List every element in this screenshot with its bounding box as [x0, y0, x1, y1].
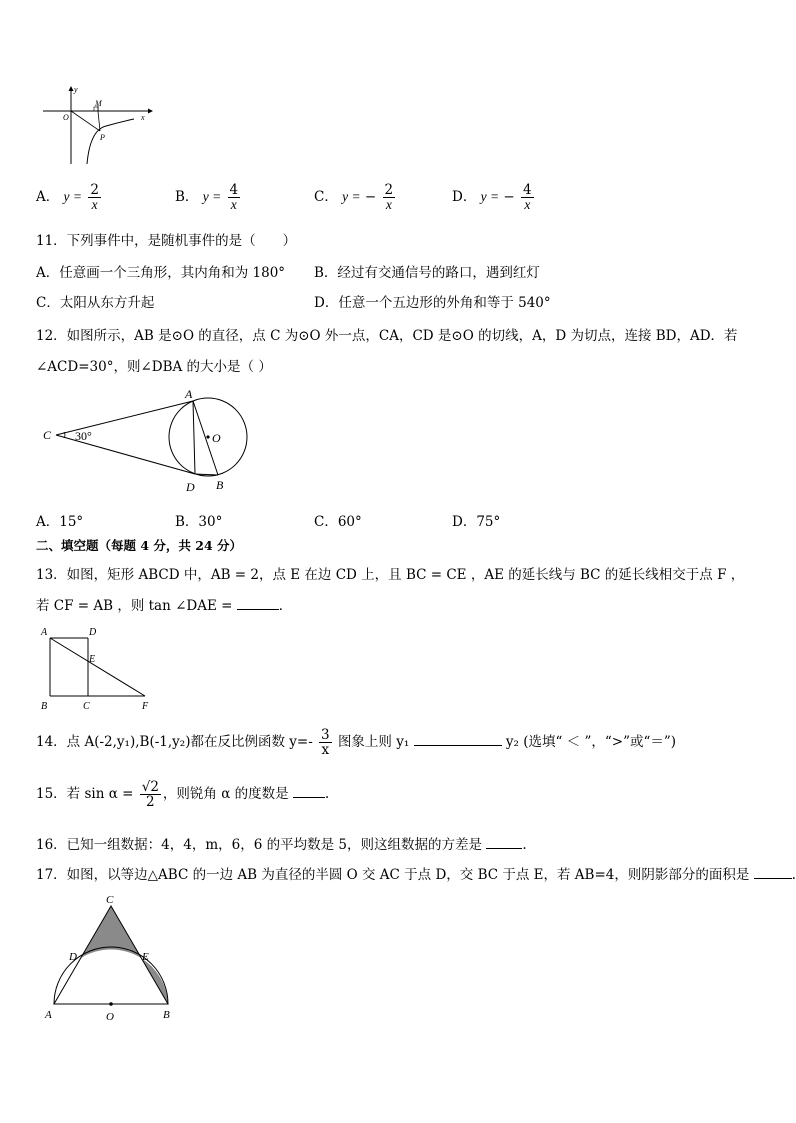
- q17-stem: 17．如图，以等边△ABC 的一边 AB 为直径的半圆 O 交 AC 于点 D，交 BC 于点 E，若 AB=4，则阴影部分的面积是 .: [36, 867, 796, 883]
- label-x: x: [141, 113, 145, 122]
- label-o: O: [106, 1011, 114, 1023]
- label-y: y: [74, 85, 78, 94]
- semicircle-triangle-figure: [38, 892, 188, 1024]
- label-e: E: [89, 654, 96, 665]
- label-a: A: [45, 1009, 52, 1021]
- q10-option-a: A． y = $\frac{2}{x}$: [36, 182, 99, 213]
- q13-stem-line2: 若 CF = AB ，则 tan ∠DAE = ．: [36, 598, 293, 614]
- q12-stem-line1: 12．如图所示，AB 是⊙O 的直径，点 C 为⊙O 外一点，CA，CD 是⊙O 的切线，A，D 为切点，连接 BD，AD．若: [36, 328, 738, 344]
- q10-option-d: D． y = − $\frac{4}{x}$: [452, 182, 532, 213]
- q16-stem: 16．已知一组数据：4，4，m，6，6 的平均数是 5，则这组数据的方差是 .: [36, 837, 527, 853]
- label-f: F: [142, 701, 149, 712]
- q11-option-a: A．任意画一个三角形，其内角和为 180°: [36, 265, 286, 281]
- q11-option-d: D．任意一个五边形的外角和等于 540°: [314, 295, 551, 311]
- q14-stem: 14．点 A(-2,y₁),B(-1,y₂)都在反比例函数 y=- $\frac{3}{x}$ 图象上则 y₁ y₂ (选填“ ＜ ”，“>”或“＝”): [36, 727, 677, 759]
- q12-option-b: B．30°: [175, 514, 223, 530]
- q10-option-b: B． y = $\frac{4}{x}$: [175, 182, 239, 213]
- label-p: P: [100, 133, 105, 142]
- q10-option-c: C． y = − $\frac{2}{x}$: [314, 182, 394, 213]
- rectangle-figure: [38, 624, 158, 714]
- q12-option-a: A．15°: [36, 514, 84, 530]
- angle-arc: [64, 432, 65, 438]
- label-b: B: [163, 1009, 170, 1021]
- q11-stem: 11．下列事件中，是随机事件的是（ ）: [36, 233, 297, 249]
- label-a: A: [41, 627, 48, 638]
- q15-fraction: $\frac{√2}{2}$: [141, 779, 159, 811]
- label-m: M: [95, 99, 102, 108]
- line-af: [50, 638, 145, 696]
- q11-option-c: C．太阳从东方升起: [36, 295, 155, 311]
- q12-stem-line2: ∠ACD=30°，则∠DBA 的大小是（ ）: [36, 359, 272, 375]
- q15-stem: 15．若 sin α = $\frac{√2}{2}$ ，则锐角 α 的度数是 .: [36, 779, 330, 811]
- segment-op: [71, 111, 100, 131]
- label-d: D: [89, 627, 97, 638]
- q10-d-fraction: $\frac{4}{x}$: [523, 182, 532, 213]
- section-heading: 二、填空题（每题 4 分，共 24 分）: [36, 538, 243, 553]
- q13-answer-blank[interactable]: [237, 596, 279, 610]
- label-e: E: [142, 951, 149, 963]
- label-angle: 30°: [75, 429, 92, 443]
- q10-b-fraction: $\frac{4}{x}$: [229, 182, 239, 213]
- label-o: O: [63, 113, 69, 122]
- chord-ad: [193, 401, 195, 474]
- q10-a-fraction: $\frac{2}{x}$: [90, 182, 99, 213]
- hyperbola-curve: [87, 119, 134, 164]
- segment-pm: [98, 111, 100, 131]
- q12-option-d: D．75°: [452, 514, 501, 530]
- label-b: B: [41, 701, 48, 712]
- q13-stem-line1: 13．如图，矩形 ABCD 中，AB = 2，点 E 在边 CD 上，且 BC = CE ，AE 的延长线与 BC 的延长线相交于点 F ，: [36, 567, 745, 583]
- label-b: B: [216, 478, 224, 492]
- q14-answer-blank[interactable]: [414, 732, 502, 746]
- q16-answer-blank[interactable]: [486, 835, 522, 849]
- q15-answer-blank[interactable]: [293, 784, 325, 798]
- circle-tangent-figure: [38, 384, 238, 496]
- q14-fraction: $\frac{3}{x}$: [321, 727, 330, 759]
- label-d: D: [186, 480, 195, 494]
- label-c: C: [43, 428, 52, 442]
- q10-c-fraction: $\frac{2}{x}$: [384, 182, 394, 213]
- center-dot: [206, 435, 209, 438]
- label-c: C: [83, 701, 90, 712]
- center-dot: [109, 1002, 113, 1006]
- hyperbola-figure: [38, 84, 158, 166]
- q12-option-c: C．60°: [314, 514, 362, 530]
- label-c: C: [106, 894, 114, 906]
- label-d: D: [69, 951, 77, 963]
- shaded-top-region: [81, 906, 141, 958]
- label-a: A: [185, 387, 193, 401]
- q17-answer-blank[interactable]: [754, 865, 792, 879]
- label-o: O: [212, 431, 221, 445]
- q11-option-b: B．经过有交通信号的路口，遇到红灯: [314, 265, 540, 281]
- x-axis-arrow: [148, 109, 153, 114]
- y-axis-arrow: [69, 86, 74, 91]
